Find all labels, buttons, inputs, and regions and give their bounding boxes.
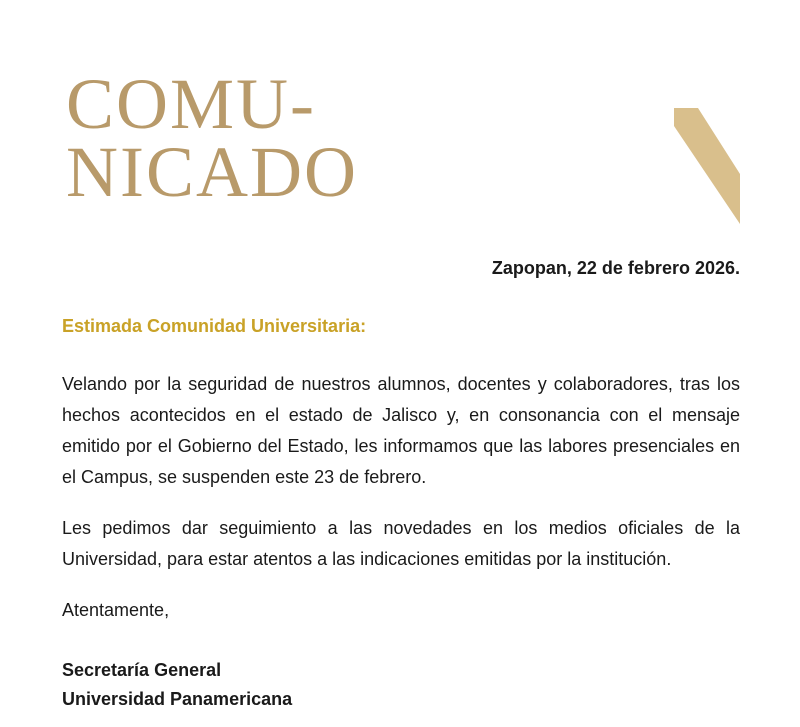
- signature-block: [62, 656, 292, 714]
- body-paragraph-2: Les pedimos dar seguimiento a las novedades en los medios oficiales de la Universidad, para estar atentos a las indicaciones emitidas por la institución.: [62, 518, 740, 569]
- title-line-2: NICADO: [66, 132, 358, 212]
- title-line-1: COMU-: [66, 64, 317, 144]
- letter-greeting: Estimada Comunidad Universitaria:: [62, 316, 367, 336]
- diagonal-accent-icon: [674, 108, 740, 224]
- signature-institution: Universidad Panamericana: [62, 689, 293, 709]
- letter-date: Zapopan, 22 de febrero 2026.: [491, 258, 740, 278]
- signature-office: Secretaría General: [62, 660, 222, 680]
- letter-closing: Atentamente,: [62, 600, 170, 620]
- body-paragraph-1: Velando por la seguridad de nuestros alumnos, docentes y colaboradores, tras los hechos acontecidos en el estado de Jalisco y, en consonancia con el mensaje emitido por el Gobierno del Estado, les informamos que las labores presenciales en el Campus, se suspenden este 23 de febrero.: [62, 374, 740, 487]
- communique-title: [66, 64, 358, 212]
